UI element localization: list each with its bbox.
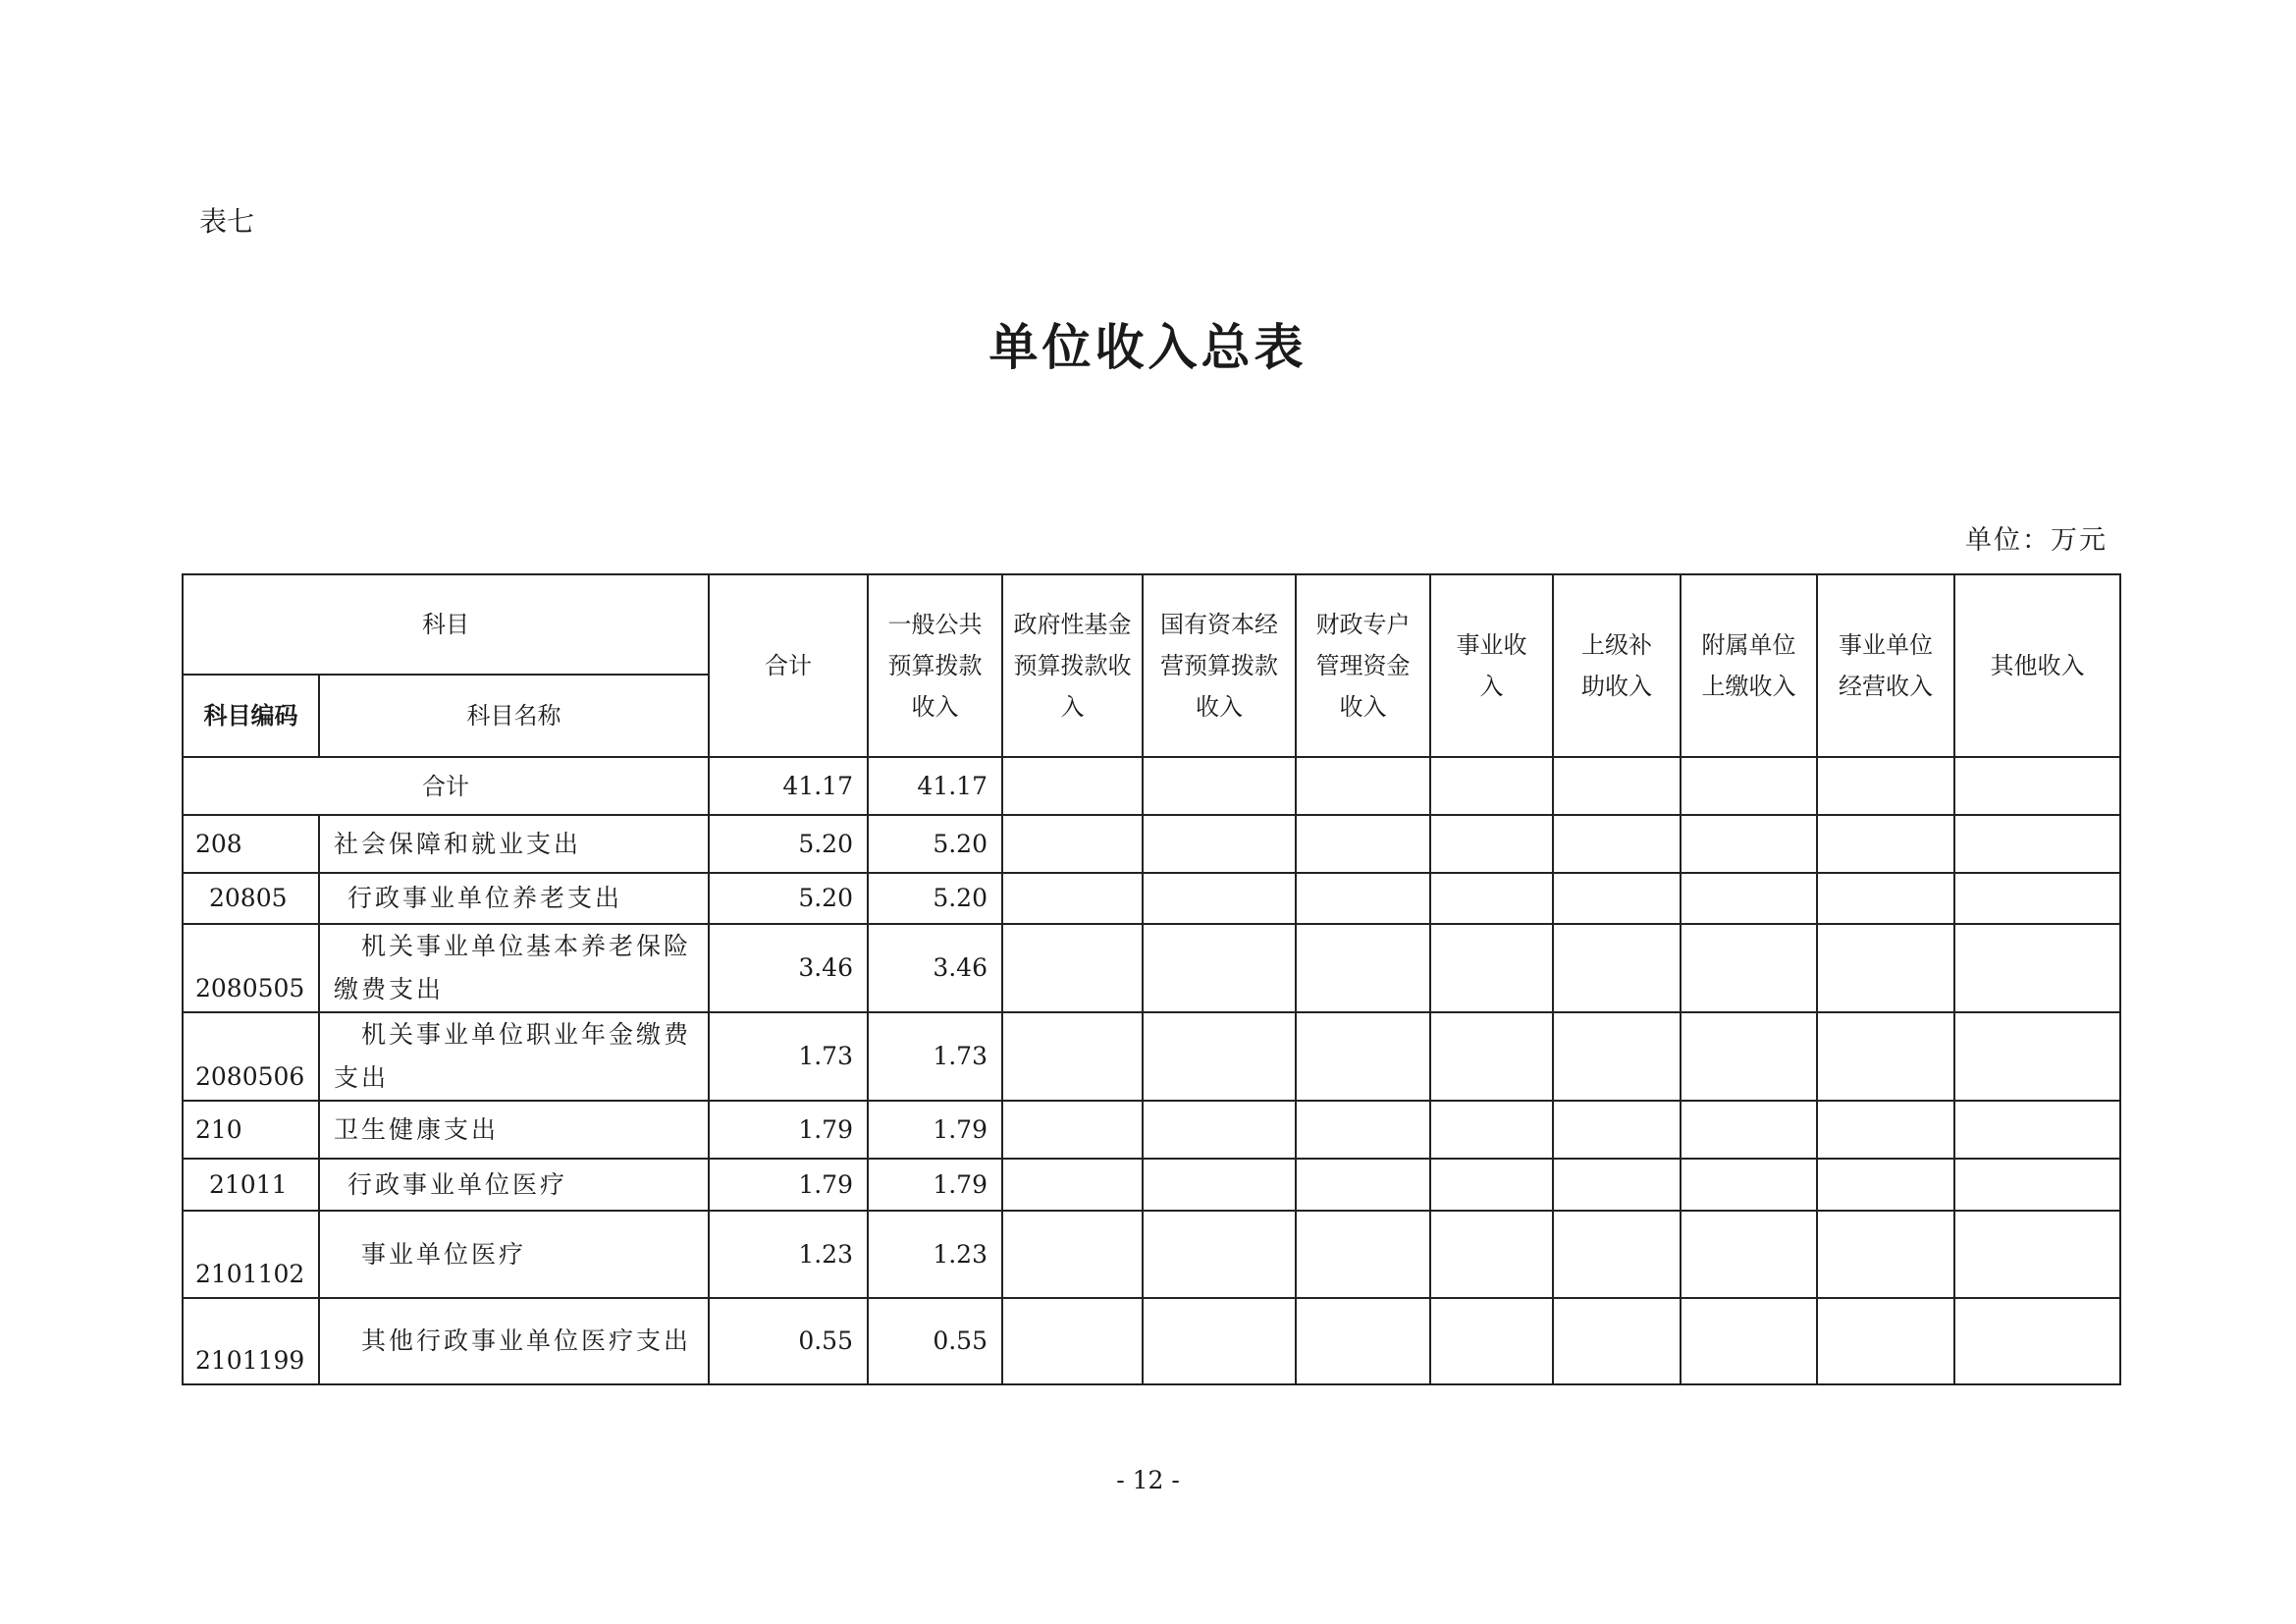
unit-note: 单位：万元 (1965, 525, 2108, 556)
header-gov-fund-budget: 政府性基金预算拨款收入 (1002, 574, 1143, 757)
empty-cell (1817, 1101, 1954, 1159)
empty-cell (1954, 1101, 2120, 1159)
income-summary-table (182, 573, 2121, 1385)
empty-cell (1553, 1159, 1681, 1211)
row-name: 机关事业单位基本养老保险缴费支出 (319, 924, 709, 1012)
row-general-public-budget: 5.20 (868, 815, 1002, 873)
empty-cell (1954, 1298, 2120, 1384)
empty-cell (1430, 1101, 1553, 1159)
empty-cell (1296, 1012, 1430, 1101)
row-code: 2101102 (183, 1211, 319, 1298)
empty-cell (1002, 1012, 1143, 1101)
empty-cell (1296, 1159, 1430, 1211)
row-general-public-budget: 0.55 (868, 1298, 1002, 1384)
header-business-income: 事业收入 (1430, 574, 1553, 757)
empty-cell (1553, 757, 1681, 815)
empty-cell (1954, 1159, 2120, 1211)
empty-cell (1681, 757, 1817, 815)
empty-cell (1954, 1012, 2120, 1101)
total-row-label: 合计 (183, 757, 709, 815)
empty-cell (1143, 873, 1296, 924)
empty-cell (1002, 1101, 1143, 1159)
table-row (183, 1101, 2120, 1159)
empty-cell (1817, 757, 1954, 815)
row-code: 2080505 (183, 924, 319, 1012)
empty-cell (1954, 1211, 2120, 1298)
row-total: 5.20 (709, 873, 868, 924)
empty-cell (1553, 1101, 1681, 1159)
empty-cell (1296, 1298, 1430, 1384)
table-row (183, 1211, 2120, 1298)
table-row (183, 924, 2120, 1012)
empty-cell (1143, 1101, 1296, 1159)
empty-cell (1002, 1159, 1143, 1211)
empty-cell (1143, 1211, 1296, 1298)
header-subject-group: 科目 (183, 574, 709, 675)
empty-cell (1817, 1211, 1954, 1298)
header-row-1 (183, 574, 2120, 675)
empty-cell (1817, 873, 1954, 924)
empty-cell (1002, 757, 1143, 815)
table-row (183, 1298, 2120, 1384)
row-name: 其他行政事业单位医疗支出 (319, 1298, 709, 1384)
empty-cell (1430, 924, 1553, 1012)
header-other-income: 其他收入 (1954, 574, 2120, 757)
empty-cell (1681, 1101, 1817, 1159)
empty-cell (1430, 1012, 1553, 1101)
empty-cell (1143, 815, 1296, 873)
total-row-total: 41.17 (709, 757, 868, 815)
table-row (183, 815, 2120, 873)
empty-cell (1296, 924, 1430, 1012)
row-name: 事业单位医疗 (319, 1211, 709, 1298)
empty-cell (1553, 873, 1681, 924)
empty-cell (1002, 1211, 1143, 1298)
empty-cell (1143, 1298, 1296, 1384)
empty-cell (1681, 1012, 1817, 1101)
empty-cell (1002, 873, 1143, 924)
row-total: 1.23 (709, 1211, 868, 1298)
empty-cell (1817, 1298, 1954, 1384)
document-title: 单位收入总表 (988, 318, 1308, 376)
empty-cell (1002, 1298, 1143, 1384)
empty-cell (1002, 815, 1143, 873)
header-total: 合计 (709, 574, 868, 757)
empty-cell (1954, 815, 2120, 873)
empty-cell (1553, 1012, 1681, 1101)
header-subject-name: 科目名称 (319, 675, 709, 757)
row-name: 机关事业单位职业年金缴费支出 (319, 1012, 709, 1101)
empty-cell (1553, 1298, 1681, 1384)
row-general-public-budget: 1.79 (868, 1101, 1002, 1159)
empty-cell (1296, 873, 1430, 924)
empty-cell (1430, 757, 1553, 815)
row-general-public-budget: 1.79 (868, 1159, 1002, 1211)
header-general-public-budget: 一般公共预算拨款收入 (868, 574, 1002, 757)
empty-cell (1817, 1159, 1954, 1211)
empty-cell (1681, 924, 1817, 1012)
empty-cell (1681, 815, 1817, 873)
row-name: 行政事业单位医疗 (319, 1159, 709, 1211)
empty-cell (1817, 1012, 1954, 1101)
header-superior-subsidy: 上级补助收入 (1553, 574, 1681, 757)
row-name: 卫生健康支出 (319, 1101, 709, 1159)
empty-cell (1430, 873, 1553, 924)
empty-cell (1553, 1211, 1681, 1298)
empty-cell (1296, 1211, 1430, 1298)
empty-cell (1553, 924, 1681, 1012)
empty-cell (1296, 757, 1430, 815)
empty-cell (1143, 924, 1296, 1012)
row-total: 1.79 (709, 1101, 868, 1159)
row-general-public-budget: 3.46 (868, 924, 1002, 1012)
row-code: 208 (183, 815, 319, 873)
table-row (183, 873, 2120, 924)
empty-cell (1954, 757, 2120, 815)
row-code: 210 (183, 1101, 319, 1159)
row-code: 2080506 (183, 1012, 319, 1101)
empty-cell (1954, 924, 2120, 1012)
row-code: 20805 (183, 873, 319, 924)
row-code: 21011 (183, 1159, 319, 1211)
row-total: 3.46 (709, 924, 868, 1012)
empty-cell (1430, 815, 1553, 873)
row-total: 1.79 (709, 1159, 868, 1211)
total-row (183, 757, 2120, 815)
header-state-capital-budget: 国有资本经营预算拨款收入 (1143, 574, 1296, 757)
table-row (183, 1012, 2120, 1101)
empty-cell (1817, 924, 1954, 1012)
page-number: - 12 - (1116, 1466, 1180, 1494)
table-row (183, 1159, 2120, 1211)
row-name: 社会保障和就业支出 (319, 815, 709, 873)
row-total: 0.55 (709, 1298, 868, 1384)
empty-cell (1002, 924, 1143, 1012)
empty-cell (1681, 1298, 1817, 1384)
empty-cell (1954, 873, 2120, 924)
empty-cell (1681, 1211, 1817, 1298)
header-subject-code: 科目编码 (183, 675, 319, 757)
header-fiscal-special: 财政专户管理资金收入 (1296, 574, 1430, 757)
empty-cell (1681, 873, 1817, 924)
empty-cell (1296, 1101, 1430, 1159)
empty-cell (1430, 1159, 1553, 1211)
empty-cell (1817, 815, 1954, 873)
row-general-public-budget: 1.73 (868, 1012, 1002, 1101)
empty-cell (1430, 1298, 1553, 1384)
row-total: 1.73 (709, 1012, 868, 1101)
empty-cell (1143, 1012, 1296, 1101)
total-row-general-public-budget: 41.17 (868, 757, 1002, 815)
row-total: 5.20 (709, 815, 868, 873)
row-name: 行政事业单位养老支出 (319, 873, 709, 924)
empty-cell (1296, 815, 1430, 873)
row-code: 2101199 (183, 1298, 319, 1384)
empty-cell (1143, 757, 1296, 815)
empty-cell (1553, 815, 1681, 873)
header-affiliated-remit: 附属单位上缴收入 (1681, 574, 1817, 757)
empty-cell (1430, 1211, 1553, 1298)
row-general-public-budget: 5.20 (868, 873, 1002, 924)
header-business-operating: 事业单位经营收入 (1817, 574, 1954, 757)
table-number-label: 表七 (199, 205, 255, 238)
empty-cell (1143, 1159, 1296, 1211)
row-general-public-budget: 1.23 (868, 1211, 1002, 1298)
empty-cell (1681, 1159, 1817, 1211)
